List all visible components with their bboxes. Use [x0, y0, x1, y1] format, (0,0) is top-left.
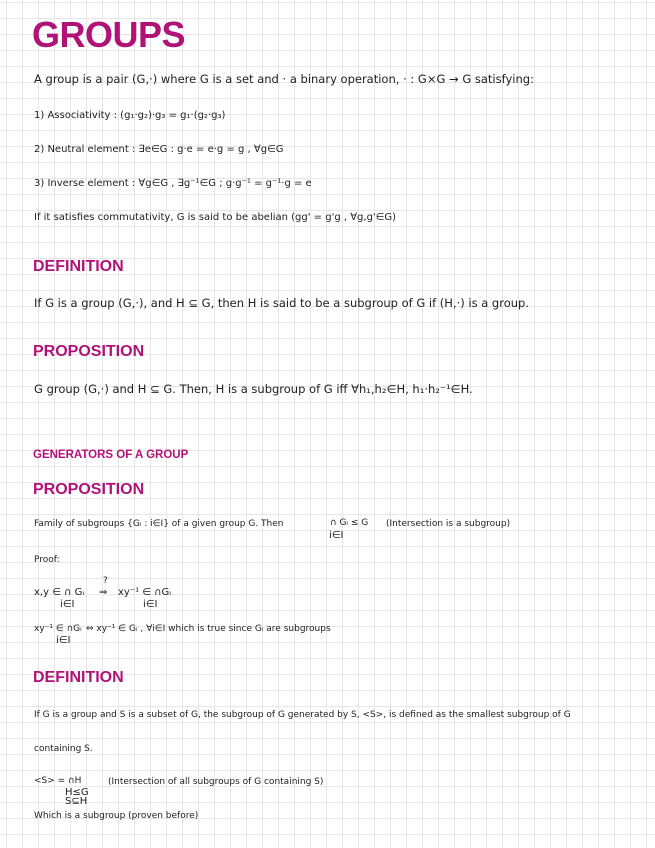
proposition-heading-2: PROPOSITION [33, 481, 145, 498]
generators-heading: GENERATORS OF A GROUP [33, 449, 189, 461]
proof-implies-arrow: ⇒ [99, 587, 108, 598]
abelian-note: If it satisfies commutativity, G is said to be abelian (gg' = g'g , ∀g,g'∈G) [34, 212, 397, 223]
formula-note: (Intersection of all subgroups of G containing S) [108, 777, 324, 787]
axiom-associativity: 1) Associativity : (g₁·g₂)·g₃ = g₁·(g₂·g₃) [34, 110, 226, 121]
proof-line1-left-index: i∈I [60, 599, 75, 610]
subgroup-footer-note: Which is a subgroup (proven before) [34, 811, 199, 821]
page-title: GROUPS [32, 14, 186, 55]
generated-subgroup-definition: If G is a group and S is a subset of G, the subgroup of G generated by S, <S>, is defined as the smallest subgroup of G [34, 710, 571, 720]
subgroup-criterion-text: G group (G,·) and H ⊆ G. Then, H is a subgroup of G iff ∀h₁,h₂∈H, h₁·h₂⁻¹∈H. [34, 382, 473, 396]
axiom-inverse-element: 3) Inverse element : ∀g∈G , ∃g⁻¹∈G ; g·g⁻¹ = g⁻¹·g = e [34, 178, 312, 189]
proof-line1-left: x,y ∈ ∩ Gᵢ [34, 587, 85, 598]
formula-index-1: H≤G [65, 787, 89, 798]
proof-line1-right: xy⁻¹ ∈ ∩Gᵢ [118, 587, 172, 598]
proof-label: Proof: [34, 555, 60, 565]
intersection-proposition-text: Family of subgroups {Gᵢ : i∈I} of a given group G. Then [34, 519, 284, 529]
intersection-note: (Intersection is a subgroup) [386, 519, 511, 529]
proof-question-mark: ? [103, 576, 108, 586]
intersection-symbol: ∩ Gᵢ ≤ G [330, 518, 369, 528]
generated-subgroup-definition-cont: containing S. [34, 744, 93, 754]
intersection-index: i∈I [329, 530, 344, 541]
group-definition-text: A group is a pair (G,·) where G is a set and · a binary operation, · : G×G → G satisfying: [34, 72, 534, 86]
generated-subgroup-formula: <S> = ∩H [34, 776, 82, 786]
proposition-heading-1: PROPOSITION [33, 343, 145, 360]
proof-line2-left-index: i∈I [56, 635, 71, 646]
axiom-neutral-element: 2) Neutral element : ∃e∈G : g·e = e·g = g , ∀g∈G [34, 144, 284, 155]
proof-line2-rest: ⇔ xy⁻¹ ∈ Gᵢ , ∀i∈I which is true since Gᵢ are subgroups [86, 624, 331, 634]
definition-heading-1: DEFINITION [33, 258, 124, 275]
subgroup-definition-text: If G is a group (G,·), and H ⊆ G, then H is said to be a subgroup of G if (H,·) is a group. [34, 296, 529, 310]
proof-line2-left: xy⁻¹ ∈ ∩Gᵢ [34, 624, 82, 634]
formula-index-2: S⊆H [65, 796, 88, 807]
definition-heading-2: DEFINITION [33, 669, 124, 686]
proof-line1-right-index: i∈I [143, 599, 158, 610]
